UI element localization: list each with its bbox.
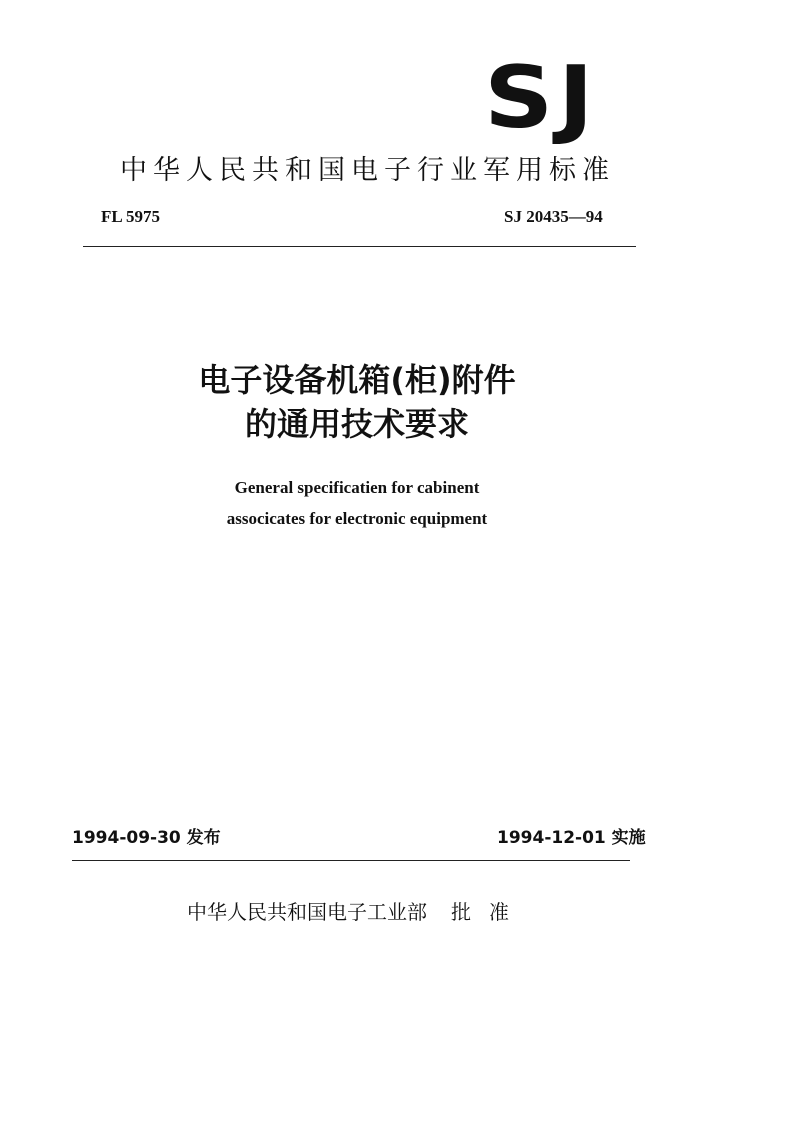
header-divider [83,246,636,247]
sj-logo: SJ [484,48,599,148]
approving-authority: 中华人民共和国电子工业部 [187,900,427,924]
footer-divider [72,860,630,861]
document-title-zh-line1: 电子设备机箱(柜)附件 [198,361,516,399]
effective-date: 1994-12-01 实施 [497,828,646,848]
standard-number: SJ 20435—94 [504,207,603,226]
document-title-zh-line2: 的通用技术要求 [244,405,469,443]
document-title-en-line2: associcates for electronic equipment [226,509,488,528]
approval-action: 批准 [451,900,527,924]
approval-line [187,898,527,926]
standard-category-title: 中华人民共和国电子行业军用标准 [120,155,615,186]
classification-code: FL 5975 [101,207,161,226]
document-title-en-line1: General specificatien for cabinent [234,478,480,497]
issue-date: 1994-09-30 发布 [72,828,221,848]
